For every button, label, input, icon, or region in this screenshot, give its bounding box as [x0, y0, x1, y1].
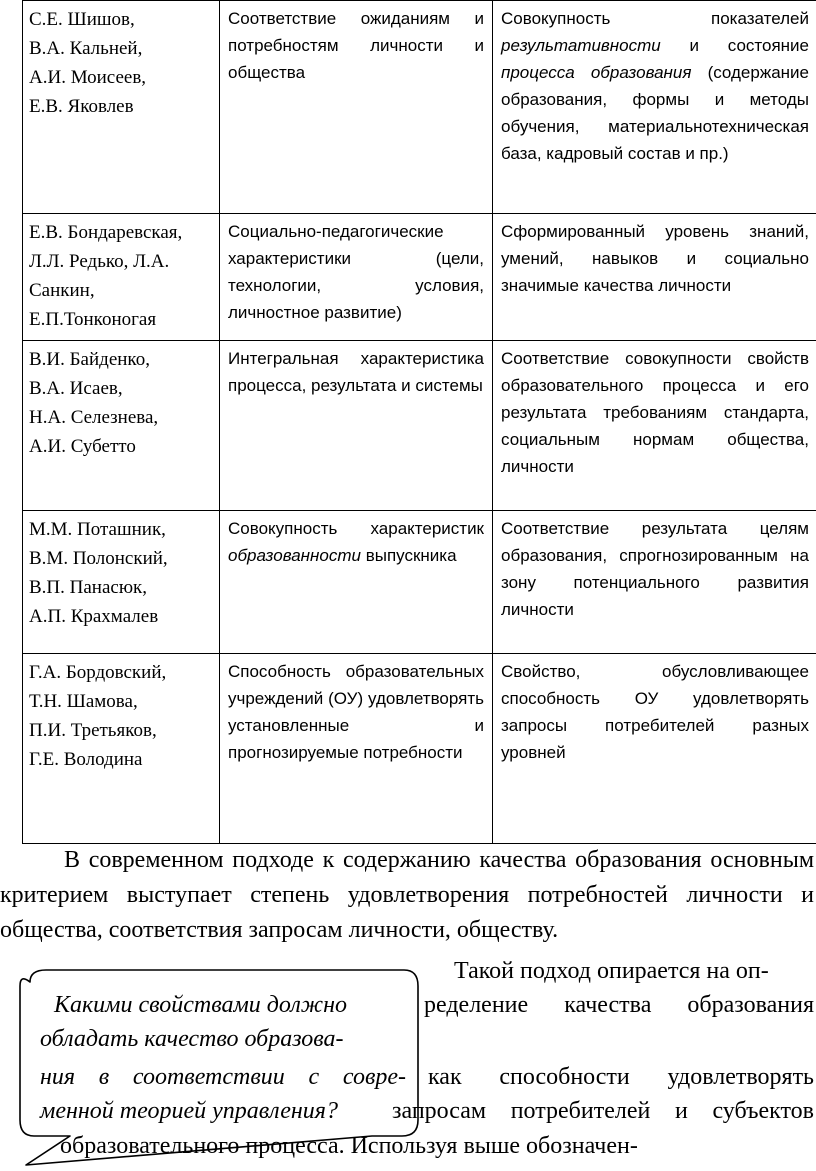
components-cell: Совокупность показателей результативности и состояние процесса образования (содержание образования, формы и методы обучения, материальнотехническая база, кадровый состав и пр.)	[493, 1, 816, 214]
definition-cell: Соответствие ожиданиям и потребностям личности и общества	[220, 1, 493, 214]
author-name: В.М. Полонский,	[29, 548, 168, 569]
paragraph-line-4: запросам потребителей и субъектов	[392, 1098, 814, 1124]
authors-cell	[23, 1, 220, 214]
authors-cell	[23, 341, 220, 511]
bubble-line-1: Какими свойствами должно	[54, 992, 348, 1018]
bubble-line-4: менной теорией управления?	[40, 1098, 338, 1124]
author-name: Г.Е. Володина	[29, 749, 143, 770]
author-name: Е.П.Тонконогая	[29, 309, 157, 330]
author-name: Е.В. Яковлев	[29, 96, 134, 117]
table-row	[23, 511, 816, 654]
definition-cell: Способность образовательных учреждений (ОУ) удовлетворять установленные и прогнозируемые потребности	[220, 654, 493, 844]
author-name: Л.Л. Редько, Л.А.	[29, 251, 170, 272]
author-name: В.П. Панасюк,	[29, 577, 148, 598]
author-name: В.А. Кальней,	[29, 38, 143, 59]
paragraph-line-5: образовательного процесса. Используя выше обозначен-	[60, 1133, 638, 1159]
author-name: С.Е. Шишов,	[29, 9, 135, 30]
definition-cell: Социально-педагогические характеристики (цели, технологии, условия, личностное развитие)	[220, 214, 493, 341]
author-name: П.И. Третьяков,	[29, 720, 157, 741]
bubble-line-3: ния в соответствии с совре-	[40, 1064, 406, 1090]
table-row	[23, 214, 816, 341]
author-name: Т.Н. Шамова,	[29, 691, 138, 712]
quality-definitions-table	[22, 0, 816, 844]
author-name: Г.А. Бордовский,	[29, 662, 167, 683]
author-name: А.П. Крахмалев	[29, 606, 159, 627]
definition-cell: Совокупность характеристик образованности выпускника	[220, 511, 493, 654]
table-row	[23, 1, 816, 214]
authors-cell	[23, 511, 220, 654]
authors-cell	[23, 654, 220, 844]
author-name: Санкин,	[29, 280, 95, 301]
definition-cell: Интегральная характеристика процесса, результата и системы	[220, 341, 493, 511]
author-name: М.М. Поташник,	[29, 519, 166, 540]
authors-cell	[23, 214, 220, 341]
author-name: В.А. Исаев,	[29, 378, 123, 399]
table-row	[23, 654, 816, 844]
components-cell: Сформированный уровень знаний, умений, навыков и социально значимые качества личности	[493, 214, 816, 341]
paragraph-line-2: ределение качества образования	[424, 992, 814, 1018]
author-name: В.И. Байденко,	[29, 349, 150, 370]
table-row	[23, 341, 816, 511]
paragraph-line-3: как способности удовлетворять	[428, 1064, 814, 1090]
author-name: Н.А. Селезнева,	[29, 407, 159, 428]
components-cell: Свойство, обусловливающее способность ОУ удовлетворять запросы потребителей разных уровней	[493, 654, 816, 844]
components-cell: Соответствие совокупности свойств образовательного процесса и его результата требованиям стандарта, социальным нормам общества, личности	[493, 341, 816, 511]
bubble-line-2: обладать качество образова-	[40, 1026, 344, 1052]
author-name: Е.В. Бондаревская,	[29, 222, 183, 243]
paragraph-modern-approach: В современном подходе к содержанию качества образования основным критерием выступает степень удовлетворения потребностей личности и общества, соответствия запросам личности, обществу.	[0, 847, 814, 943]
author-name: А.И. Моисеев,	[29, 67, 147, 88]
paragraph-line-1: Такой подход опирается на оп-	[454, 958, 769, 984]
components-cell: Соответствие результата целям образования, спрогнозированным на зону потенциального развития личности	[493, 511, 816, 654]
author-name: А.И. Субетто	[29, 436, 136, 457]
